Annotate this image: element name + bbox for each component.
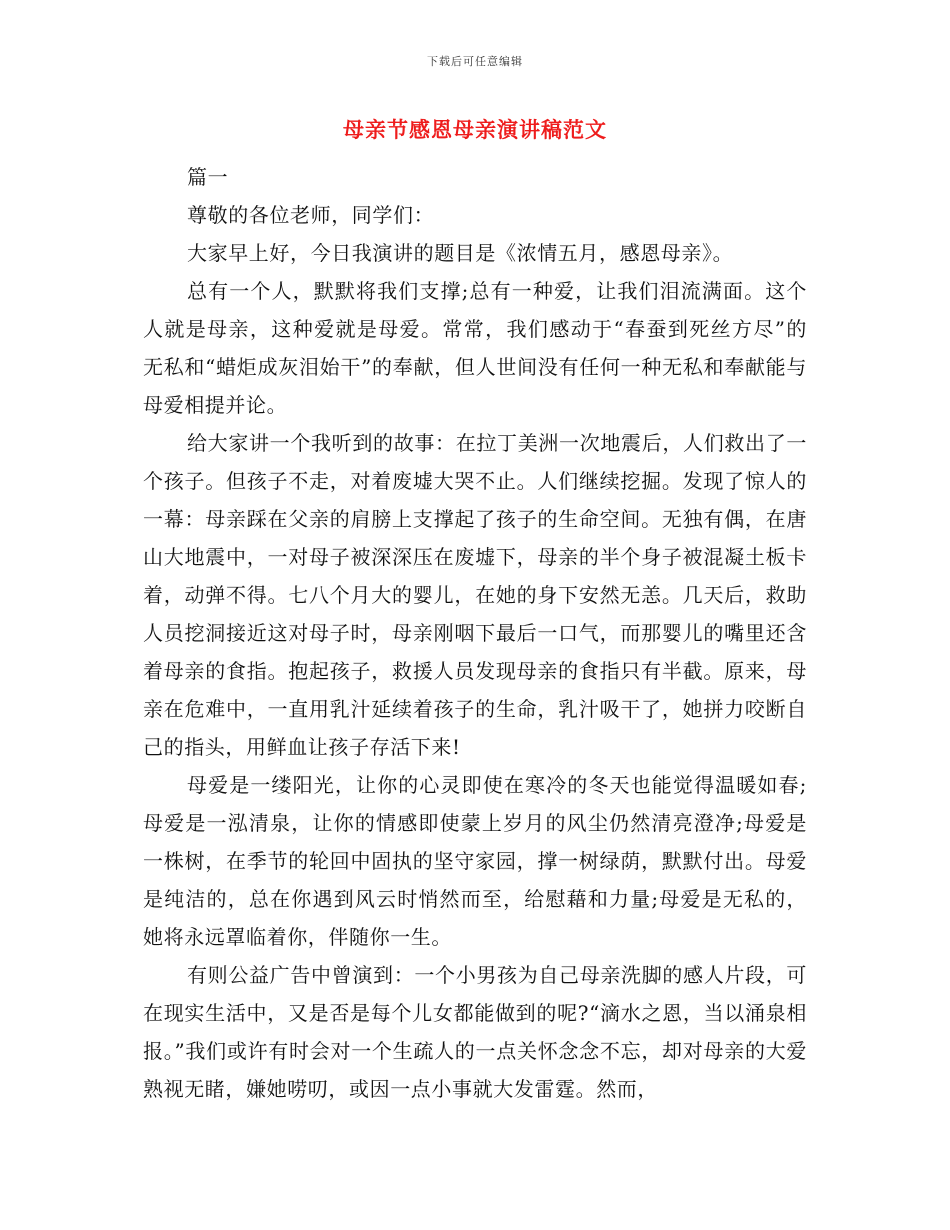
document-body xyxy=(143,158,807,1108)
greeting-paragraph: 尊敬的各位老师，同学们： xyxy=(187,203,435,227)
header-note: 下载后可任意编辑 xyxy=(427,55,523,68)
opening-paragraph: 大家早上好，今日我演讲的题目是《浓情五月，感恩母亲》。 xyxy=(187,241,734,265)
body-paragraph: 母爱是一缕阳光，让你的心灵即使在寒冷的冬天也能觉得温暖如春;母爱是一泓清泉，让你的情感即使蒙上岁月的风尘仍然清亮澄净;母爱是一株树，在季节的轮回中固执的坚守家园，撑一树绿荫，默默付出。母爱是纯洁的，总在你遇到风云时悄然而至，给慰藉和力量;母爱是无私的，她将永远罩临着你，伴随你一生。 xyxy=(143,773,807,949)
body-paragraph: 有则公益广告中曾演到：一个小男孩为自己母亲洗脚的感人片段，可在现实生活中，又是否是每个儿女都能做到的呢?“滴水之恩，当以涌泉相报。”我们或许有时会对一个生疏人的一点关怀念念不忘，却对母亲的大爱熟视无睹，嫌她唠叨，或因一点小事就大发雷霆。然而， xyxy=(143,963,807,1101)
body-paragraph: 总有一个人，默默将我们支撑;总有一种爱，让我们泪流满面。这个人就是母亲，这种爱就是母爱。常常，我们感动于“春蚕到死丝方尽”的 无私和“蜡炬成灰泪始干”的奉献，但人世间没有任何一种无私和奉献能与母爱相提并论。 xyxy=(143,279,807,417)
section-label: 篇一 xyxy=(187,165,229,189)
body-paragraph: 给大家讲一个我听到的故事：在拉丁美洲一次地震后，人们救出了一个孩子。但孩子不走，对着废墟大哭不止。人们继续挖掘。发现了惊人的一幕：母亲踩在父亲的肩膀上支撑起了孩子的生命空间。无独有偶，在唐山大地震中，一对母子被深深压在废墟下，母亲的半个身子被混凝土板卡着，动弹不得。七八个月大的婴儿，在她的身下安然无恙。几天后，救助人员挖洞接近这对母子时，母亲刚咽下最后一口气，而那婴儿的嘴里还含着母亲的食指。抱起孩子，救援人员发现母亲的食指只有半截。原来，母亲在危难中，一直用乳汁延续着孩子的生命，乳汁吸干了，她拼力咬断自己的指头，用鲜血让孩子存活下来! xyxy=(143,431,807,759)
document-title: 母亲节感恩母亲演讲稿范文 xyxy=(343,117,607,142)
